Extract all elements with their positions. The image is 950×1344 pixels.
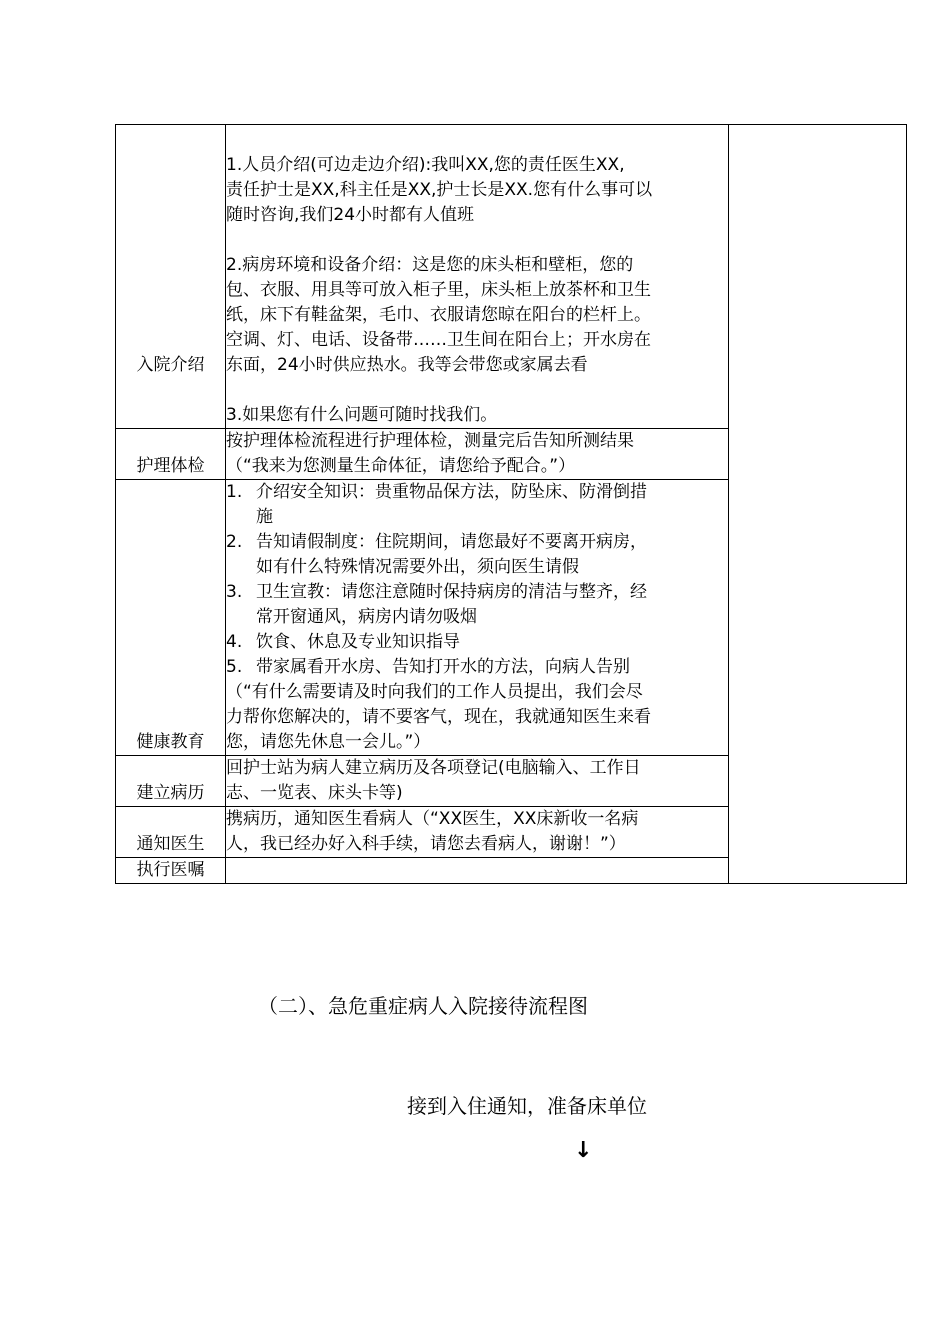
list-number: 5. xyxy=(226,657,243,677)
text-line: 按护理体检流程进行护理体检，测量完后告知所测结果 xyxy=(226,431,634,451)
text-line: 介绍安全知识：贵重物品保方法，防坠床、防滑倒措 xyxy=(256,482,647,502)
execute-orders-content xyxy=(226,858,729,884)
text-line: 人，我已经办好入科手续，请您去看病人，谢谢！”） xyxy=(226,834,626,854)
flow-step: 接到入住通知，准备床单位 xyxy=(407,1094,647,1118)
section-heading: （二）、急危重症病人入院接待流程图 xyxy=(258,994,588,1018)
row-label-create-record: 建立病历 xyxy=(116,756,226,807)
text-line: 如有什么特殊情况需要外出，须向医生请假 xyxy=(256,557,579,577)
create-record-content xyxy=(226,756,729,807)
text-line: 1.人员介绍(可边走边介绍):我叫XX,您的责任医生XX, xyxy=(226,155,625,175)
row-label-admission-intro: 入院介绍 xyxy=(116,125,226,429)
list-number: 3. xyxy=(226,582,243,602)
text-line: 空调、灯、电话、设备带……卫生间在阳台上；开水房在 xyxy=(226,330,651,350)
text-line: 东面，24小时供应热水。我等会带您或家属去看 xyxy=(226,355,588,375)
row-label-notify-doctor: 通知医生 xyxy=(116,807,226,858)
down-arrow-icon: ↓ xyxy=(574,1138,593,1163)
remarks-column xyxy=(729,125,907,884)
text-line: （“我来为您测量生命体征，请您给予配合。”） xyxy=(226,456,576,476)
text-line: 志、一览表、床头卡等) xyxy=(226,783,403,803)
nursing-exam-content xyxy=(226,429,729,480)
list-number: 1. xyxy=(226,482,243,502)
list-number: 4. xyxy=(226,632,243,652)
text-line: 告知请假制度：住院期间，请您最好不要离开病房， xyxy=(256,532,647,552)
table-row xyxy=(116,125,907,429)
admission-intro-content xyxy=(226,125,729,429)
text-line: 纸，床下有鞋盆架，毛巾、衣服请您晾在阳台的栏杆上。 xyxy=(226,305,651,325)
notify-doctor-content xyxy=(226,807,729,858)
list-item xyxy=(226,630,728,655)
text-line: 施 xyxy=(256,507,273,527)
list-item xyxy=(226,480,728,530)
text-line: 3.如果您有什么问题可随时找我们。 xyxy=(226,405,498,425)
text-line: 带家属看开水房、告知打开水的方法，向病人告别 xyxy=(256,657,630,677)
list-item xyxy=(226,530,728,580)
text-line: 2.病房环境和设备介绍：这是您的床头柜和壁柜，您的 xyxy=(226,255,634,275)
health-education-content xyxy=(226,480,729,756)
row-label-health-education: 健康教育 xyxy=(116,480,226,756)
text-line: 常开窗通风，病房内请勿吸烟 xyxy=(256,607,477,627)
list-number: 2. xyxy=(226,532,243,552)
text-line: 力帮你您解决的，请不要客气，现在，我就通知医生来看 xyxy=(226,707,651,727)
text-line: 回护士站为病人建立病历及各项登记(电脑输入、工作日 xyxy=(226,758,641,778)
list-item xyxy=(226,580,728,630)
text-line: 饮食、休息及专业知识指导 xyxy=(256,632,460,652)
text-line: 随时咨询,我们24小时都有人值班 xyxy=(226,205,475,225)
row-label-nursing-exam: 护理体检 xyxy=(116,429,226,480)
row-label-execute-orders: 执行医嘱 xyxy=(116,858,226,884)
list-item xyxy=(226,655,728,680)
admission-procedure-table xyxy=(115,124,907,884)
text-line: 您，请您先休息一会儿。”） xyxy=(226,732,431,752)
text-line: （“有什么需要请及时向我们的工作人员提出，我们会尽 xyxy=(226,682,643,702)
text-line: 责任护士是XX,科主任是XX,护士长是XX.您有什么事可以 xyxy=(226,180,653,200)
text-line: 卫生宣教：请您注意随时保持病房的清洁与整齐，经 xyxy=(256,582,647,602)
text-line: 包、衣服、用具等可放入柜子里，床头柜上放茶杯和卫生 xyxy=(226,280,651,300)
text-line: 携病历，通知医生看病人（“XX医生，XX床新收一名病 xyxy=(226,809,639,829)
